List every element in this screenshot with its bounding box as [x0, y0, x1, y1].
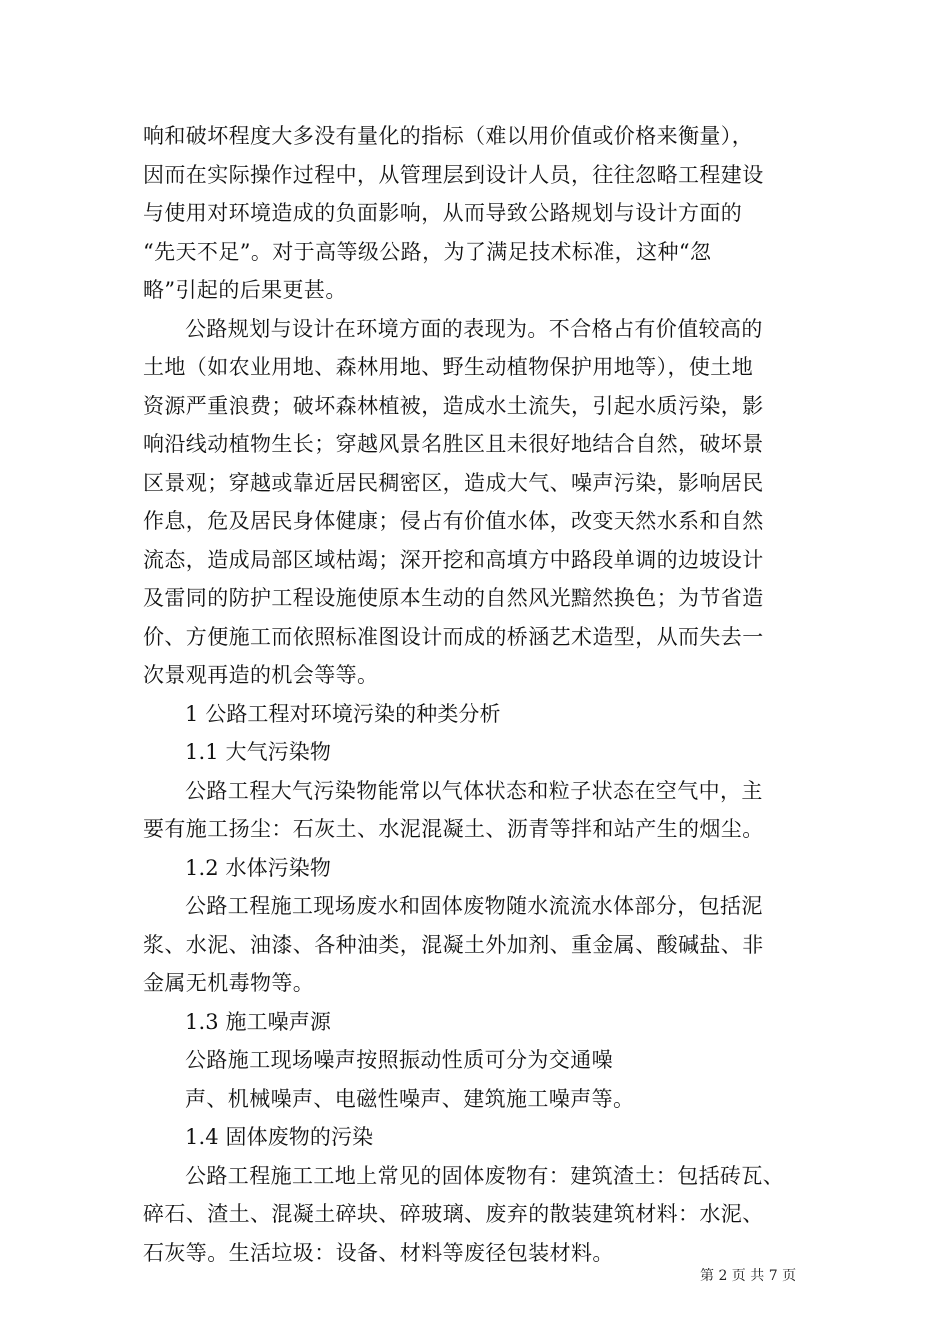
- text-line: 公路施工现场噪声按照振动性质可分为交通噪: [185, 1048, 613, 1072]
- text-line: 与使用对环境造成的负面影响，从而导致公路规划与设计方面的: [143, 201, 743, 225]
- text-line: 价、方便施工而依照标准图设计而成的桥涵艺术造型，从而失去一: [143, 624, 764, 649]
- text-line: 公路规划与设计在环境方面的表现为。不合格占有价值较高的: [185, 316, 763, 341]
- text-line: 响沿线动植物生长；穿越风景名胜区且未很好地结合自然，破坏景: [143, 432, 764, 456]
- section-heading: 1.3 施工噪声源: [185, 1009, 331, 1034]
- text-line: 要有施工扬尘：石灰土、水泥混凝土、沥青等拌和站产生的烟尘。: [143, 817, 764, 841]
- text-line: 因而在实际操作过程中，从管理层到设计人员，往往忽略工程建设: [143, 162, 764, 187]
- text-line: 公路工程施工现场废水和固体废物随水流流水体部分，包括泥: [185, 894, 763, 918]
- text-line: 略”引起的后果更甚。: [143, 278, 347, 302]
- text-line: 土地（如农业用地、森林用地、野生动植物保护用地等），使土地: [143, 355, 754, 379]
- text-line: 流态，造成局部区域枯竭；深开挖和高填方中路段单调的边坡设计: [143, 547, 764, 572]
- text-line: 及雷同的防护工程设施使原本生动的自然风光黯然换色；为节省造: [143, 586, 764, 610]
- text-line: “先天不足”。对于高等级公路，为了满足技术标准，这种“忽: [143, 239, 712, 264]
- text-line: 公路工程施工工地上常见的固体废物有：建筑渣土：包括砖瓦、: [185, 1163, 785, 1188]
- text-line: 作息，危及居民身体健康；侵占有价值水体，改变天然水系和自然: [143, 509, 764, 533]
- text-line: 石灰等。生活垃圾：设备、材料等废径包装材料。: [143, 1240, 614, 1265]
- text-line: 浆、水泥、油漆、各种油类，混凝土外加剂、重金属、酸碱盐、非: [143, 932, 764, 957]
- text-line: 公路工程大气污染物能常以气体状态和粒子状态在空气中，主: [185, 778, 763, 803]
- text-line: 响和破坏程度大多没有量化的指标（难以用价值或价格来衡量），: [143, 124, 754, 148]
- page-number: 第 2 页 共 7 页: [700, 1268, 797, 1284]
- text-line: 资源严重浪费；破坏森林植被，造成水土流失，引起水质污染，影: [143, 393, 764, 418]
- section-heading: 1.1 大气污染物: [185, 740, 331, 764]
- document-body: [143, 117, 813, 1272]
- section-heading: 1.2 水体污染物: [185, 855, 331, 880]
- section-heading: 1.4 固体废物的污染: [185, 1125, 374, 1149]
- text-line: 碎石、渣土、混凝土碎块、碎玻璃、废弃的散装建筑材料：水泥、: [143, 1202, 764, 1226]
- text-line: 声、机械噪声、电磁性噪声、建筑施工噪声等。: [185, 1086, 635, 1111]
- text-line: 区景观；穿越或靠近居民稠密区，造成大气、噪声污染，影响居民: [143, 470, 764, 495]
- section-heading: 1 公路工程对环境污染的种类分析: [185, 701, 501, 726]
- text-line: 次景观再造的机会等等。: [143, 663, 379, 687]
- text-line: 金属无机毒物等。: [143, 971, 315, 995]
